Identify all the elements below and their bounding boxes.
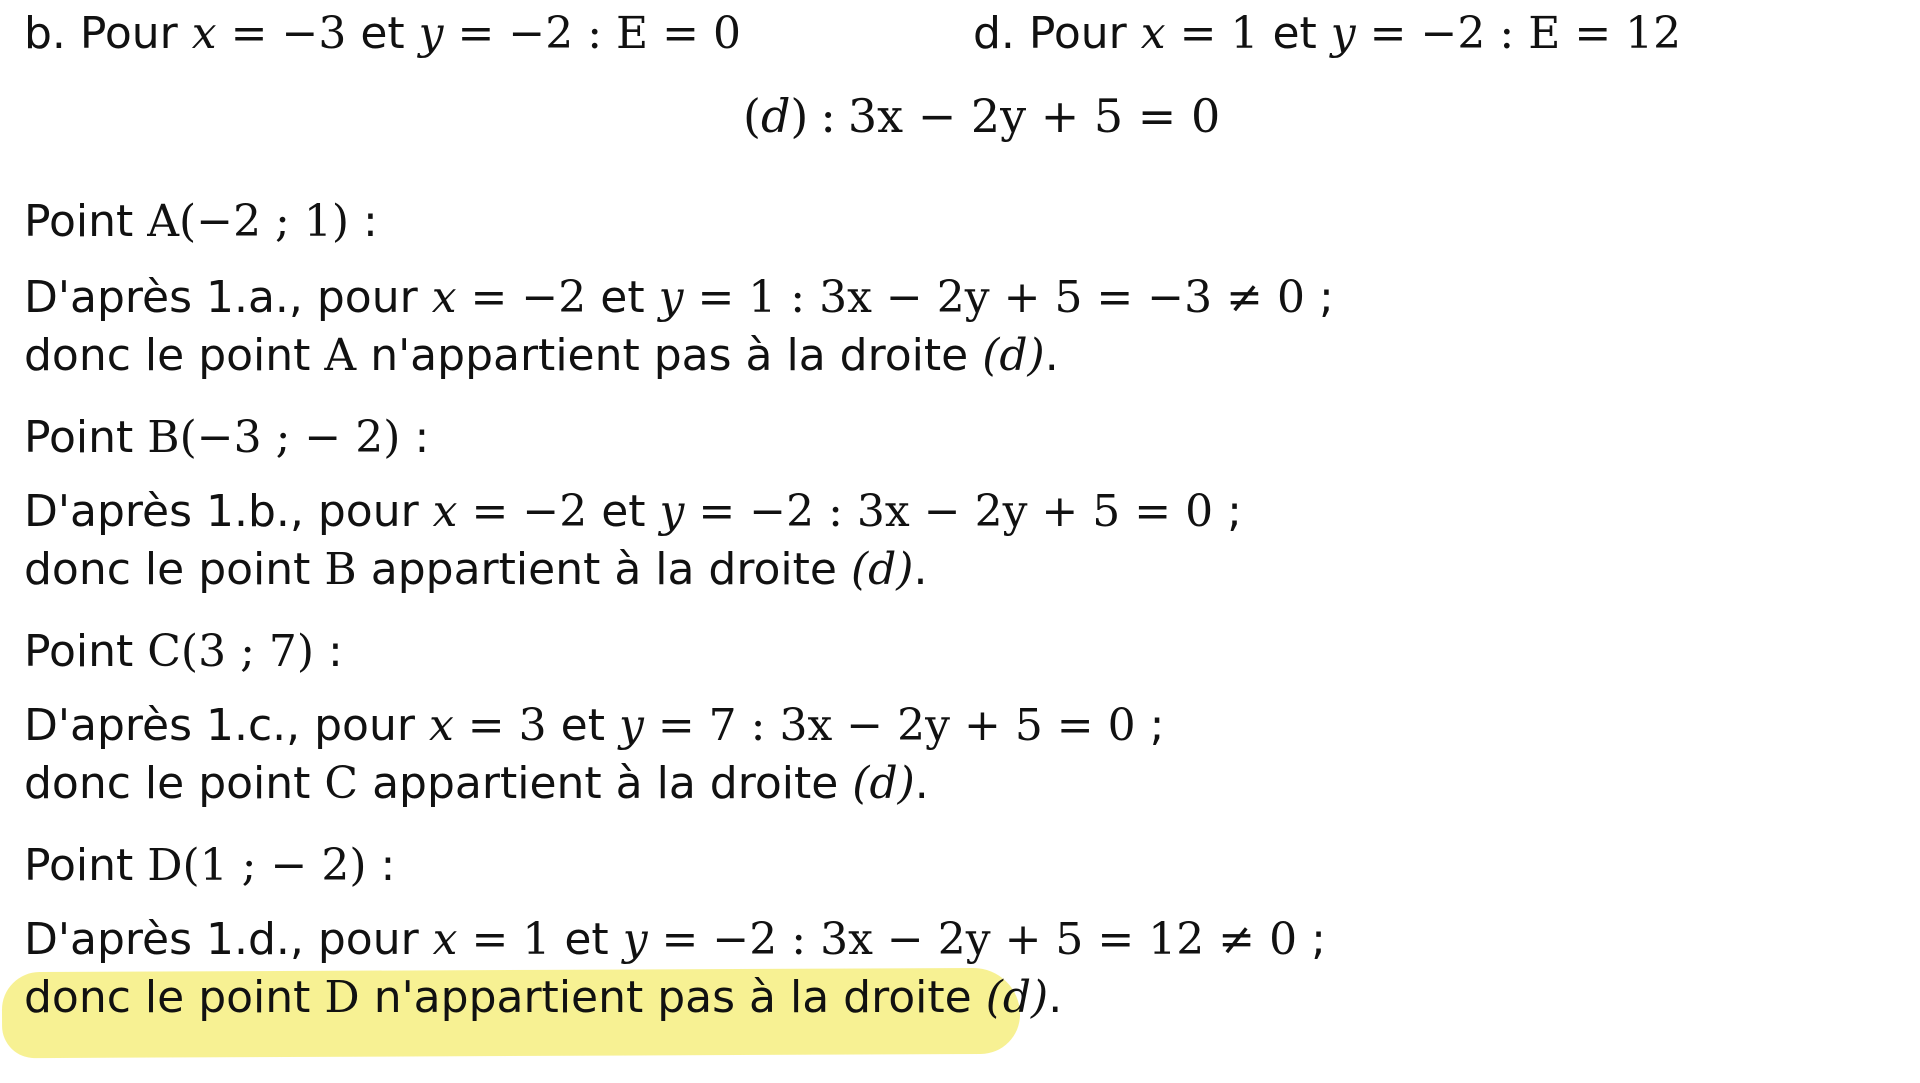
header-b-y-var: y bbox=[418, 8, 444, 59]
line-d-colon: : bbox=[820, 89, 836, 143]
point-a-semicolon: ; bbox=[1318, 272, 1334, 323]
point-c-check-prefix: D'après 1.c., pour bbox=[24, 700, 415, 751]
point-a-conclusion-d: (d) bbox=[982, 330, 1045, 381]
header-b-E-eq: = 0 bbox=[662, 8, 742, 59]
header-d-y-var: y bbox=[1330, 8, 1356, 59]
point-c-title-prefix: Point bbox=[24, 626, 134, 677]
point-d-check-prefix: D'après 1.d., pour bbox=[24, 914, 419, 965]
point-c-semicolon: ; bbox=[1149, 700, 1165, 751]
header-b-label: b. Pour bbox=[24, 8, 178, 59]
header-d-y-eq: = −2 bbox=[1369, 8, 1486, 59]
point-d-y-var: y bbox=[622, 914, 648, 965]
point-a-conclusion bbox=[24, 328, 1059, 384]
point-a-x-var: x bbox=[431, 272, 457, 323]
point-b-y-val: = −2 bbox=[698, 486, 815, 537]
point-a-y-var: y bbox=[658, 272, 684, 323]
point-c-conclusion-prefix: donc le point bbox=[24, 758, 311, 809]
point-b-conclusion-suffix: appartient à la droite bbox=[370, 544, 837, 595]
point-a-conclusion-suffix: n'appartient pas à la droite bbox=[370, 330, 969, 381]
point-c-x-var: x bbox=[428, 700, 454, 751]
point-d-conclusion-suffix: n'appartient pas à la droite bbox=[373, 972, 972, 1023]
point-d-semicolon: ; bbox=[1311, 914, 1326, 965]
point-a-check-prefix: D'après 1.a., pour bbox=[24, 272, 418, 323]
header-b-and: et bbox=[360, 8, 405, 59]
point-b-semicolon: ; bbox=[1227, 486, 1242, 537]
line-d-name: d bbox=[760, 89, 791, 143]
point-c-result: : 3x − 2y + 5 = 0 bbox=[750, 700, 1136, 751]
point-d-x-val: = 1 bbox=[471, 914, 551, 965]
header-d-E: E bbox=[1528, 8, 1561, 59]
point-b-x-val: = −2 bbox=[471, 486, 588, 537]
header-b-E: E bbox=[616, 8, 649, 59]
point-b-letter: B bbox=[147, 412, 180, 463]
point-c-conclusion-d: (d) bbox=[852, 758, 915, 809]
header-b-y-eq: = −2 bbox=[457, 8, 574, 59]
point-a-x-val: = −2 bbox=[470, 272, 587, 323]
line-d-equation bbox=[743, 88, 1220, 144]
header-case-d bbox=[973, 6, 1681, 62]
point-d-conclusion-prefix: donc le point bbox=[24, 972, 311, 1023]
point-a-y-val: = 1 bbox=[697, 272, 777, 323]
point-b-conclusion-prefix: donc le point bbox=[24, 544, 311, 595]
header-d-sep: : bbox=[1499, 8, 1515, 59]
point-d-title bbox=[24, 838, 395, 894]
point-a-period: . bbox=[1044, 330, 1059, 381]
point-c-conclusion bbox=[24, 756, 929, 812]
line-d-expression: 3x − 2y + 5 = 0 bbox=[847, 89, 1221, 143]
point-b-title-prefix: Point bbox=[24, 412, 134, 463]
point-a-conclusion-letter: A bbox=[324, 330, 357, 381]
point-c-period: . bbox=[914, 758, 929, 809]
point-c-conclusion-letter: C bbox=[324, 758, 359, 809]
header-b-sep: : bbox=[587, 8, 603, 59]
point-d-conclusion-d: (d) bbox=[985, 972, 1049, 1023]
point-d-x-var: x bbox=[432, 914, 458, 965]
point-a-and: et bbox=[600, 272, 645, 323]
point-d-check bbox=[24, 912, 1326, 968]
point-d-conclusion-letter: D bbox=[324, 972, 360, 1023]
line-d-open-paren: ( bbox=[743, 89, 761, 143]
point-a-title-suffix: : bbox=[363, 196, 378, 247]
point-b-title bbox=[24, 410, 429, 466]
header-d-E-eq: = 12 bbox=[1574, 8, 1682, 59]
point-a-check bbox=[24, 270, 1334, 326]
point-b-x-var: x bbox=[432, 486, 458, 537]
point-b-period: . bbox=[913, 544, 928, 595]
point-d-period: . bbox=[1048, 972, 1063, 1023]
header-case-b bbox=[24, 6, 741, 62]
point-b-check-prefix: D'après 1.b., pour bbox=[24, 486, 419, 537]
point-d-and: et bbox=[564, 914, 609, 965]
point-c-title bbox=[24, 624, 343, 680]
point-c-conclusion-suffix: appartient à la droite bbox=[372, 758, 839, 809]
point-b-conclusion bbox=[24, 542, 927, 598]
header-d-and: et bbox=[1272, 8, 1317, 59]
point-a-coords: (−2 ; 1) bbox=[179, 196, 350, 247]
point-c-coords: (3 ; 7) bbox=[180, 626, 315, 677]
point-d-result: : 3x − 2y + 5 = 12 ≠ 0 bbox=[791, 914, 1298, 965]
point-c-letter: C bbox=[147, 626, 181, 677]
header-d-label: d. Pour bbox=[973, 8, 1127, 59]
point-a-result: : 3x − 2y + 5 = −3 ≠ 0 bbox=[790, 272, 1305, 323]
header-d-x-var: x bbox=[1140, 8, 1166, 59]
point-b-coords: (−3 ; − 2) bbox=[179, 412, 401, 463]
point-b-title-suffix: : bbox=[414, 412, 430, 463]
point-a-title-prefix: Point bbox=[24, 196, 134, 247]
point-b-y-var: y bbox=[659, 486, 685, 537]
point-d-y-val: = −2 bbox=[661, 914, 778, 965]
point-d-title-suffix: : bbox=[380, 840, 396, 891]
header-d-x-eq: = 1 bbox=[1179, 8, 1259, 59]
point-a-conclusion-prefix: donc le point bbox=[24, 330, 311, 381]
point-a-title bbox=[24, 194, 378, 250]
point-c-check bbox=[24, 698, 1164, 754]
point-c-y-var: y bbox=[618, 700, 644, 751]
point-b-conclusion-d: (d) bbox=[850, 544, 914, 595]
header-b-x-var: x bbox=[191, 8, 217, 59]
point-d-conclusion bbox=[24, 970, 1062, 1026]
header-b-x-eq: = −3 bbox=[230, 8, 347, 59]
point-c-title-suffix: : bbox=[328, 626, 343, 677]
point-c-and: et bbox=[560, 700, 605, 751]
point-d-coords: (1 ; − 2) bbox=[182, 840, 367, 891]
line-d-close-paren: ) bbox=[790, 89, 809, 143]
point-a-letter: A bbox=[147, 196, 180, 247]
point-d-letter: D bbox=[147, 840, 183, 891]
point-d-title-prefix: Point bbox=[24, 840, 134, 891]
point-b-conclusion-letter: B bbox=[324, 544, 357, 595]
point-b-and: et bbox=[601, 486, 646, 537]
point-c-y-val: = 7 bbox=[657, 700, 737, 751]
point-b-result: : 3x − 2y + 5 = 0 bbox=[828, 486, 1214, 537]
point-c-x-val: = 3 bbox=[467, 700, 547, 751]
point-b-check bbox=[24, 484, 1242, 540]
